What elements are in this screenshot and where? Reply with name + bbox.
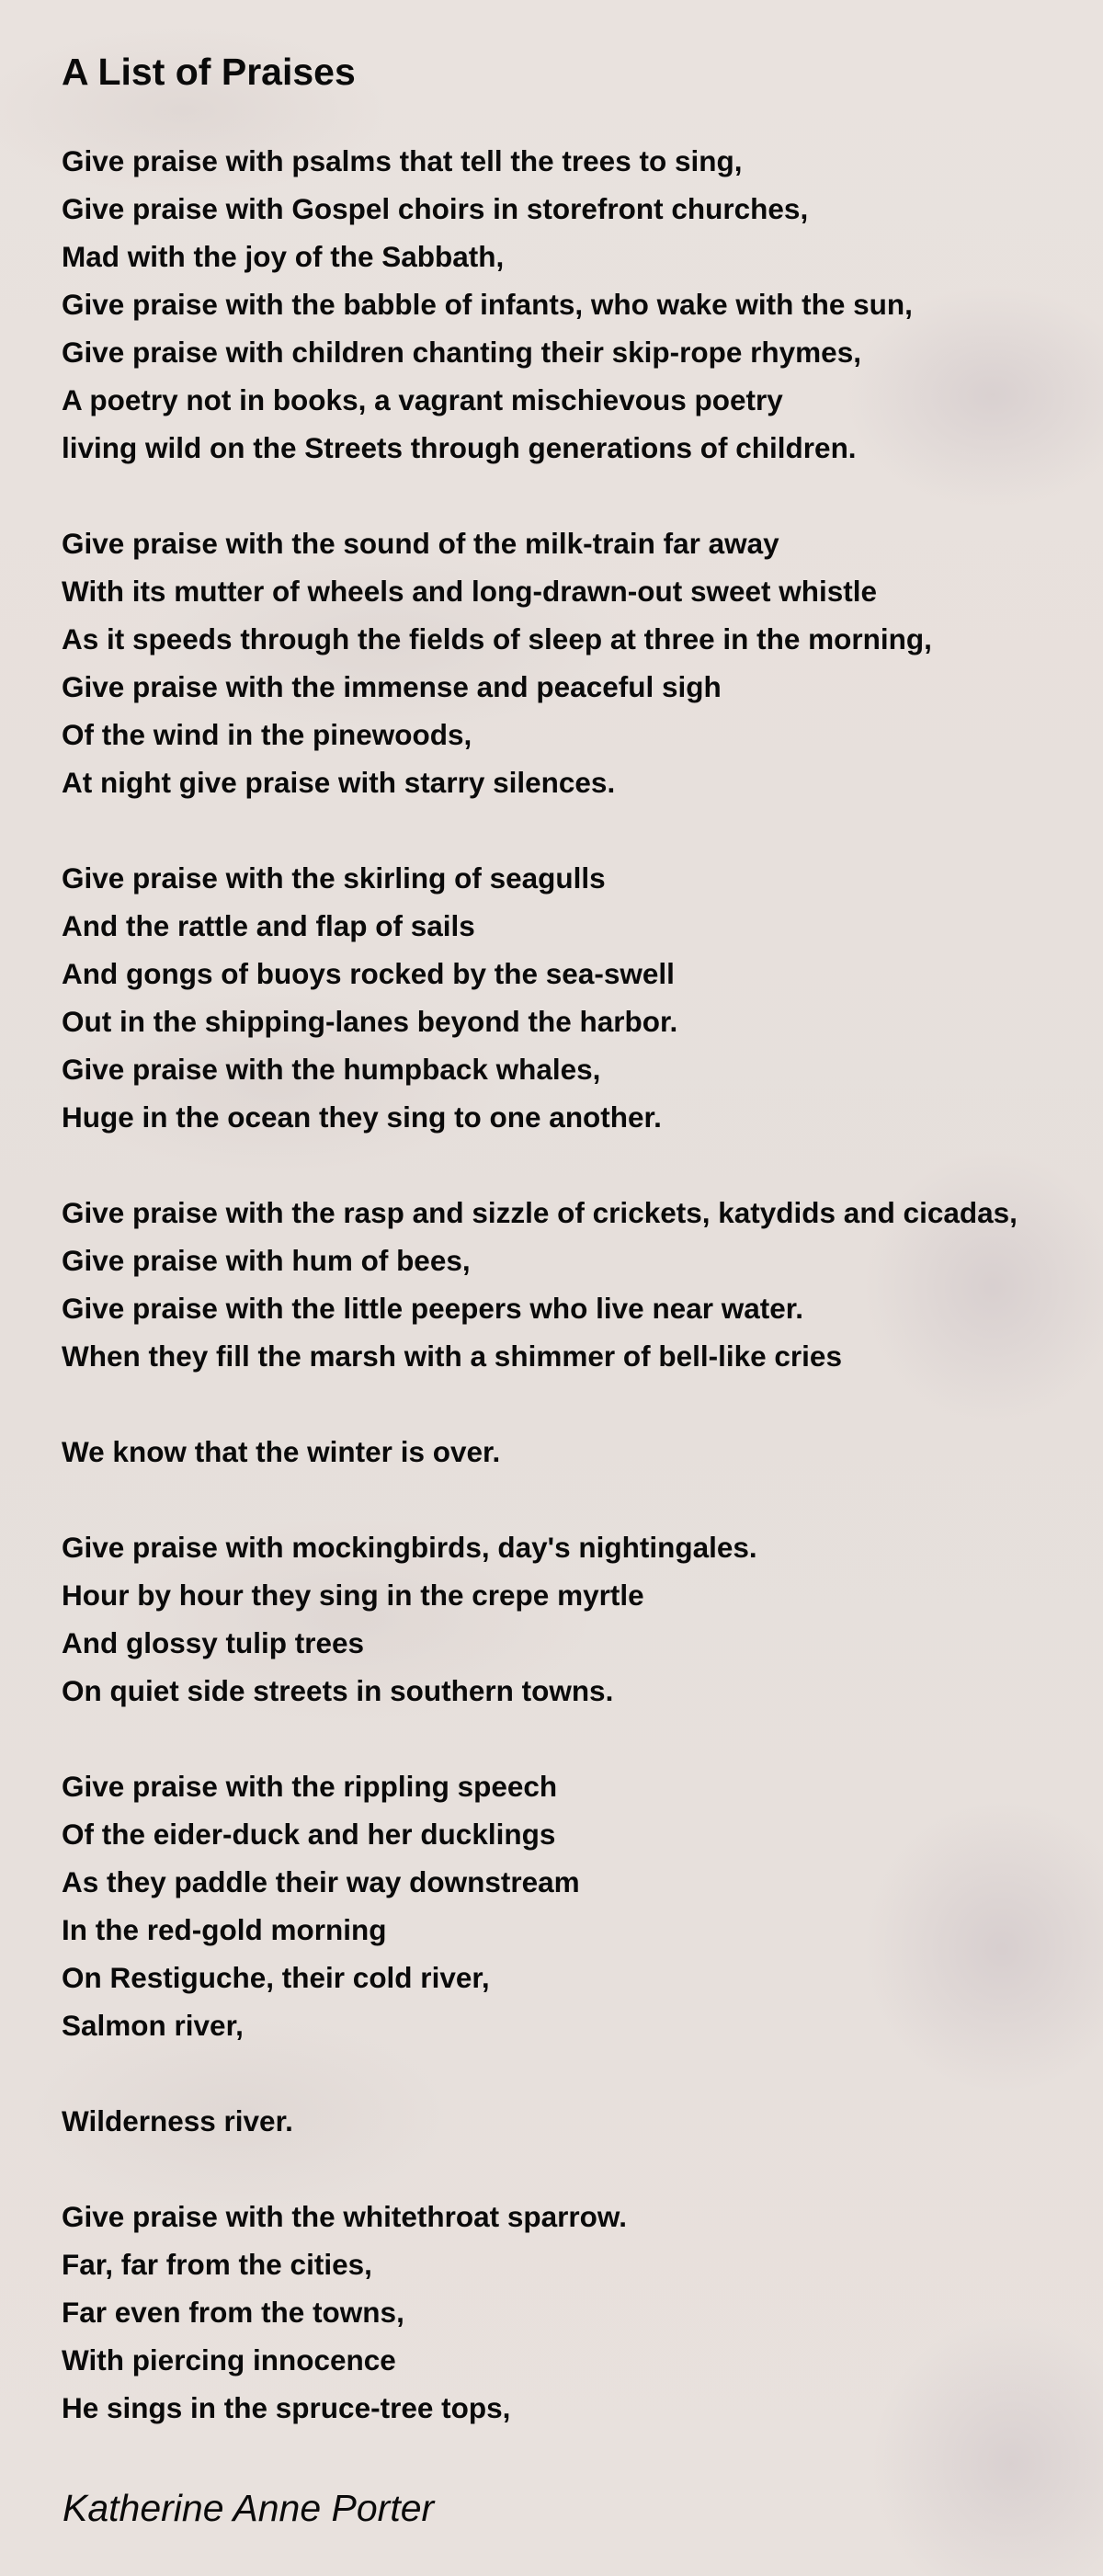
poem-line: When they fill the marsh with a shimmer of bell-like cries (62, 1339, 842, 1373)
poem-line: Give praise with mockingbirds, day's nightingales. (62, 1531, 757, 1564)
stanza-break (62, 472, 1018, 519)
poem-title: A List of Praises (62, 51, 356, 93)
stanza-break (62, 1141, 1018, 1189)
poem-line: Give praise with the rasp and sizzle of crickets, katydids and cicadas, (62, 1196, 1018, 1229)
poem-line: Give praise with the rippling speech (62, 1770, 558, 1803)
poem-line: Give praise with hum of bees, (62, 1244, 471, 1277)
poem-line: Far even from the towns, (62, 2296, 404, 2329)
poem-line: With its mutter of wheels and long-drawn-out sweet whistle (62, 575, 878, 608)
stanza-break (62, 1380, 1018, 1428)
poem-line: And glossy tulip trees (62, 1626, 365, 1659)
poem-line: Out in the shipping-lanes beyond the harbor. (62, 1005, 678, 1038)
stanza-break (62, 1476, 1018, 1523)
poem-line: With piercing innocence (62, 2343, 396, 2377)
poem-line: Give praise with the little peepers who live near water. (62, 1292, 804, 1325)
poem-line: Give praise with the sound of the milk-train far away (62, 527, 779, 560)
stanza-break (62, 1715, 1018, 1762)
stanza-break (62, 2049, 1018, 2097)
poem-line: A poetry not in books, a vagrant mischievous poetry (62, 383, 783, 416)
poem-line: He sings in the spruce-tree tops, (62, 2391, 511, 2424)
poem-line: On Restiguche, their cold river, (62, 1961, 490, 1994)
poem-body (62, 137, 1018, 2432)
poem-line: At night give praise with starry silences. (62, 766, 616, 799)
poem-line: Mad with the joy of the Sabbath, (62, 240, 505, 273)
poem-line: Give praise with Gospel choirs in storefront churches, (62, 192, 809, 225)
poem-line: Far, far from the cities, (62, 2248, 372, 2281)
poem-line: Wilderness river. (62, 2104, 293, 2137)
poem-line: Give praise with the babble of infants, who wake with the sun, (62, 288, 913, 321)
poem-line: As they paddle their way downstream (62, 1865, 580, 1898)
poem-line: living wild on the Streets through generations of children. (62, 431, 857, 464)
poem-line: Give praise with psalms that tell the trees to sing, (62, 144, 743, 177)
stanza-break (62, 806, 1018, 854)
poem-line: On quiet side streets in southern towns. (62, 1674, 614, 1707)
poem-line: As it speeds through the fields of sleep at three in the morning, (62, 622, 932, 655)
poem-line: Give praise with the whitethroat sparrow. (62, 2200, 627, 2233)
poem-line: We know that the winter is over. (62, 1435, 501, 1468)
poem-line: Give praise with the humpback whales, (62, 1053, 601, 1086)
poem-line: And the rattle and flap of sails (62, 909, 475, 942)
poem-line: Give praise with the skirling of seagulls (62, 861, 606, 895)
poem-line: Of the wind in the pinewoods, (62, 718, 472, 751)
poem-line: Of the eider-duck and her ducklings (62, 1818, 556, 1851)
stanza-break (62, 2145, 1018, 2193)
poem-line: And gongs of buoys rocked by the sea-swell (62, 957, 675, 990)
poem-line: Give praise with children chanting their skip-rope rhymes, (62, 336, 861, 369)
poem-line: Huge in the ocean they sing to one another. (62, 1100, 662, 1134)
poem-author: Katherine Anne Porter (63, 2487, 435, 2529)
poem-line: Give praise with the immense and peaceful sigh (62, 670, 722, 703)
poem-line: In the red-gold morning (62, 1913, 387, 1946)
poem-line: Salmon river, (62, 2009, 244, 2042)
poem-line: Hour by hour they sing in the crepe myrtle (62, 1579, 644, 1612)
